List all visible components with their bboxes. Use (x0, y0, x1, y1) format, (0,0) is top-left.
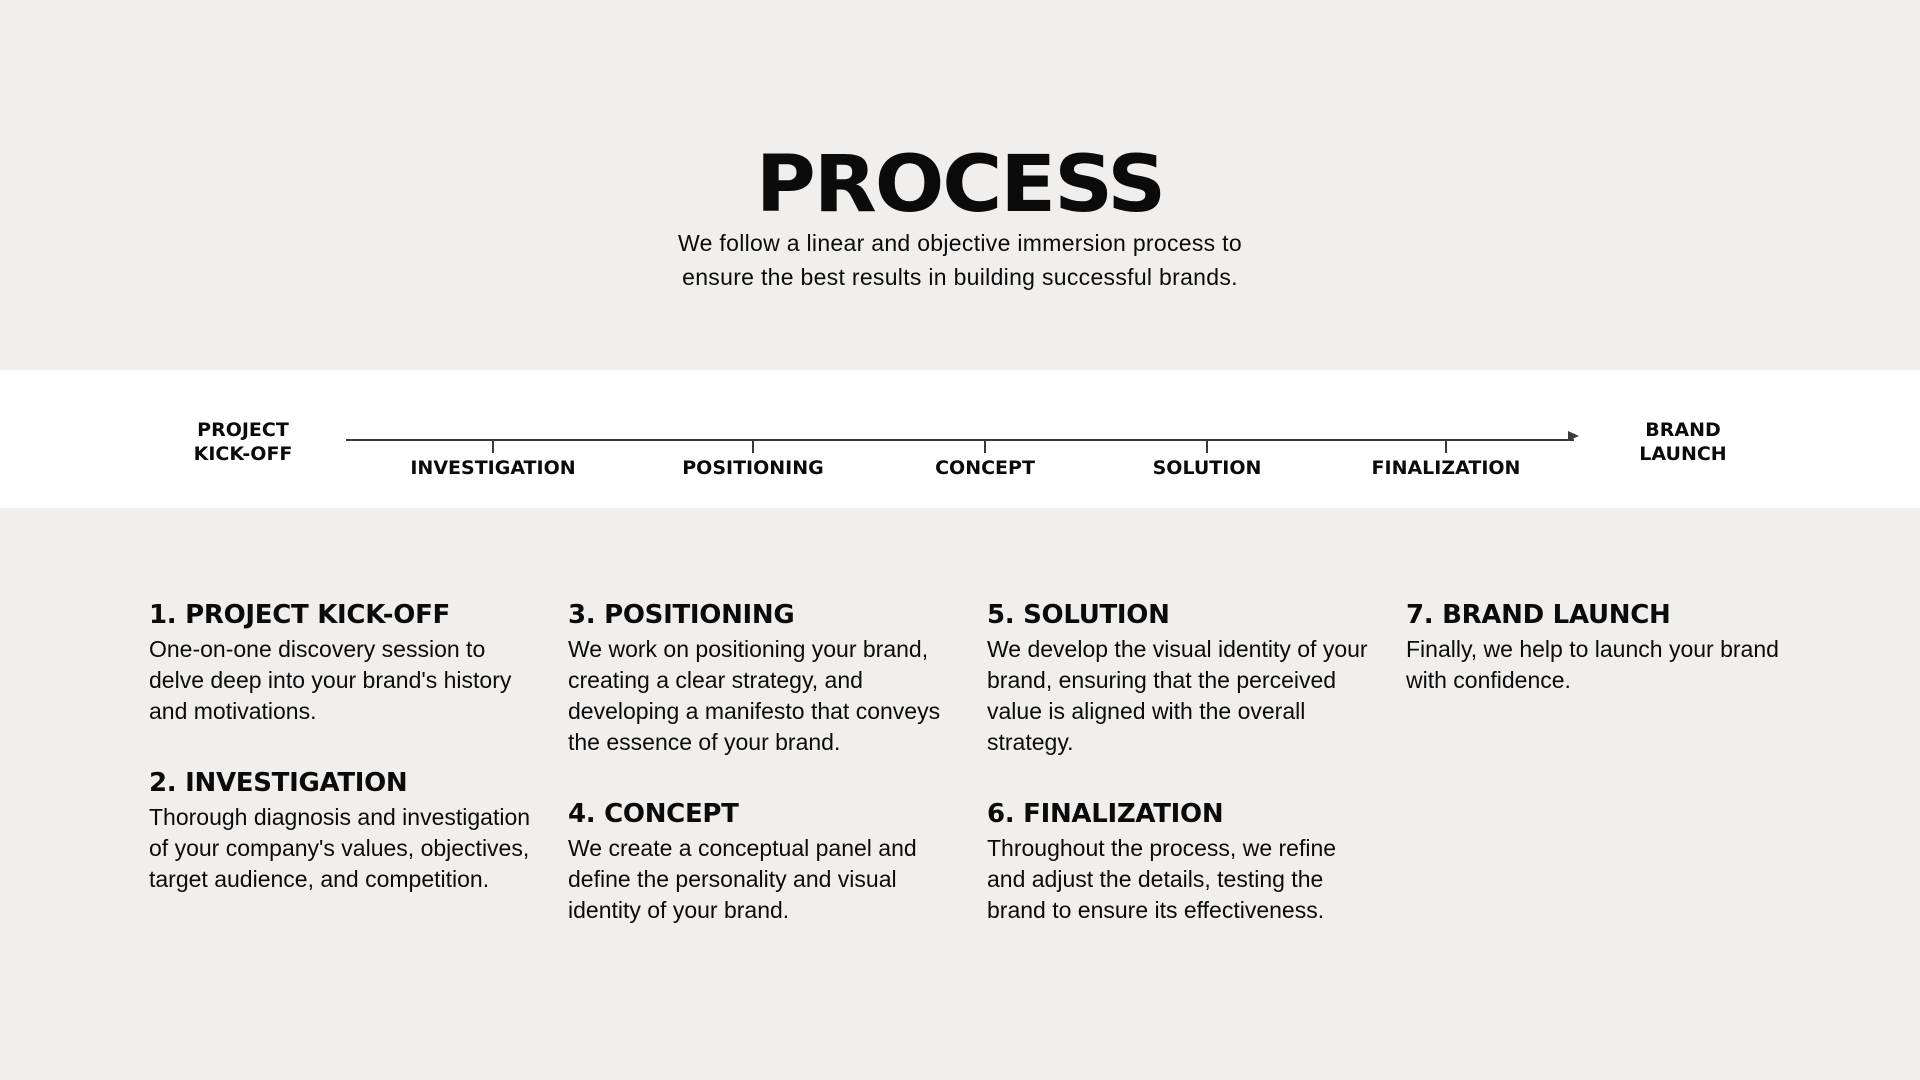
timeline-step-positioning: POSITIONING (682, 457, 824, 479)
step-title: 4. CONCEPT (568, 799, 739, 829)
step-title: 5. SOLUTION (987, 600, 1170, 630)
page-subtitle (0, 226, 1920, 294)
arrow-right-icon (1568, 431, 1579, 441)
timeline-end-line: BRAND (1645, 419, 1721, 441)
page-title: PROCESS (755, 140, 1165, 230)
step-description: Finally, we help to launch your brand with confidence. (1406, 636, 1779, 693)
timeline-start-label (170, 418, 316, 466)
step-item (149, 764, 539, 895)
step-item (568, 795, 958, 926)
step-description: One-on-one discovery session to delve deep into your brand's history and motivations. (149, 636, 512, 724)
timeline-start-line: PROJECT (197, 419, 289, 441)
timeline-tick (1445, 439, 1447, 453)
subtitle-line: We follow a linear and objective immersion process to (678, 230, 1242, 256)
step-description: We develop the visual identity of your brand, ensuring that the perceived value is aligned with the overall strategy. (987, 636, 1368, 755)
steps-column-2 (568, 596, 958, 963)
step-item (1406, 596, 1796, 696)
timeline-step-finalization: FINALIZATION (1371, 457, 1521, 479)
step-title: 7. BRAND LAUNCH (1406, 600, 1671, 630)
timeline-step-solution: SOLUTION (1152, 457, 1262, 479)
timeline-tick (752, 439, 754, 453)
step-item (987, 795, 1377, 926)
step-title: 3. POSITIONING (568, 600, 795, 630)
steps-column-1 (149, 596, 539, 932)
timeline-tick (492, 439, 494, 453)
steps-column-4 (1406, 596, 1796, 733)
step-title: 6. FINALIZATION (987, 799, 1224, 829)
step-description: We create a conceptual panel and define the personality and visual identity of your brand. (568, 835, 917, 923)
step-item (568, 596, 958, 758)
timeline-band (0, 370, 1920, 508)
step-description: We work on positioning your brand, creating a clear strategy, and developing a manifesto that conveys the essence of your brand. (568, 636, 941, 755)
timeline-end-label (1610, 418, 1756, 466)
subtitle-line: ensure the best results in building successful brands. (682, 264, 1238, 290)
step-description: Thorough diagnosis and investigation of your company's values, objectives, target audience, and competition. (149, 804, 531, 892)
timeline-tick (984, 439, 986, 453)
timeline-step-investigation: INVESTIGATION (410, 457, 576, 479)
step-title: 2. INVESTIGATION (149, 768, 408, 798)
timeline-step-concept: CONCEPT (935, 457, 1035, 479)
steps-column-3 (987, 596, 1377, 963)
step-item (987, 596, 1377, 758)
timeline-end-line: LAUNCH (1639, 443, 1727, 465)
step-title: 1. PROJECT KICK-OFF (149, 600, 451, 630)
timeline-tick (1206, 439, 1208, 453)
step-description: Throughout the process, we refine and adjust the details, testing the brand to ensure its effectiveness. (987, 835, 1337, 923)
hero-section (0, 0, 1920, 370)
timeline-start-line: KICK-OFF (193, 443, 293, 465)
step-item (149, 596, 539, 727)
timeline-axis (346, 439, 1574, 441)
